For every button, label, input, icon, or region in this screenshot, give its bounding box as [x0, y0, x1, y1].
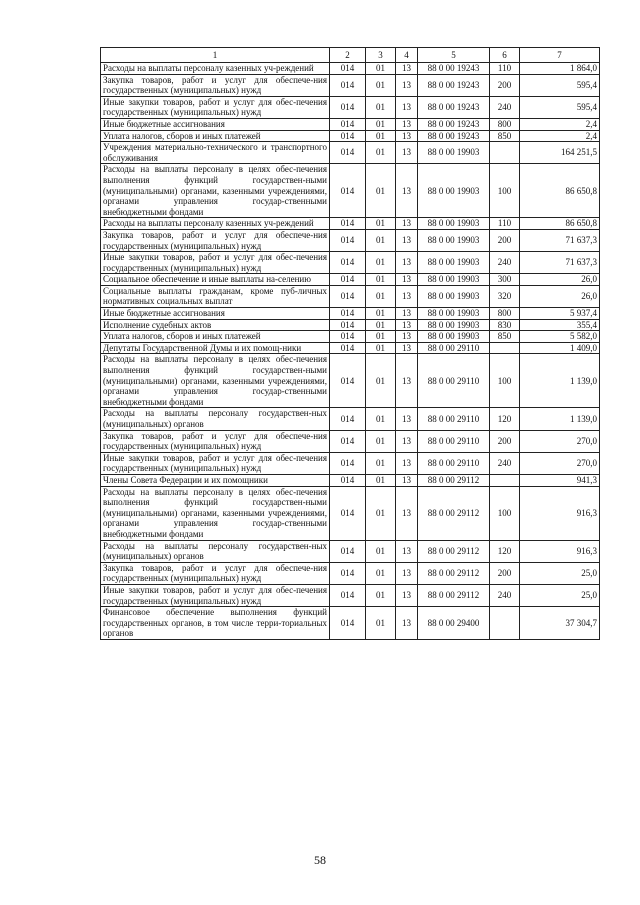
- page-number: 58: [314, 853, 326, 867]
- table-row: [101, 252, 600, 274]
- cell-subsection-code: 13: [396, 354, 418, 408]
- cell-section-code: 01: [366, 63, 396, 75]
- cell-expense-type: 240: [490, 584, 520, 606]
- cell-amount: 916,3: [520, 540, 600, 562]
- cell-subsection-code: 13: [396, 408, 418, 430]
- cell-ministry-code: 014: [330, 430, 366, 452]
- cell-section-code: 01: [366, 285, 396, 307]
- cell-ministry-code: 014: [330, 354, 366, 408]
- cell-section-code: 01: [366, 607, 396, 640]
- cell-name: Расходы на выплаты персоналу государствен-ных (муниципальных) органов: [101, 408, 330, 430]
- table-row: [101, 142, 600, 164]
- cell-name: Финансовое обеспечение выполнения функций государственных органов, в том числе терри-ториальных органов: [101, 607, 330, 640]
- cell-ministry-code: 014: [330, 118, 366, 130]
- cell-target-article: 88 0 00 29112: [418, 486, 490, 540]
- cell-target-article: 88 0 00 19903: [418, 218, 490, 230]
- cell-amount: 2,4: [520, 130, 600, 142]
- cell-section-code: 01: [366, 430, 396, 452]
- cell-name: Иные закупки товаров, работ и услуг для обес-печения государственных (муниципальных) нужд: [101, 96, 330, 118]
- cell-target-article: 88 0 00 19903: [418, 252, 490, 274]
- cell-name: Исполнение судебных актов: [101, 319, 330, 331]
- cell-name: Расходы на выплаты персоналу государствен-ных (муниципальных) органов: [101, 540, 330, 562]
- cell-amount: 164 251,5: [520, 142, 600, 164]
- cell-name: Члены Совета Федерации и их помощники: [101, 474, 330, 486]
- cell-amount: 941,3: [520, 474, 600, 486]
- cell-subsection-code: 13: [396, 308, 418, 320]
- table-row: [101, 354, 600, 408]
- cell-name: Расходы на выплаты персоналу казенных уч-реждений: [101, 63, 330, 75]
- cell-amount: 1 409,0: [520, 342, 600, 354]
- column-header-7: 7: [520, 48, 600, 63]
- cell-target-article: 88 0 00 19903: [418, 308, 490, 320]
- cell-section-code: 01: [366, 142, 396, 164]
- table-row: [101, 452, 600, 474]
- cell-section-code: 01: [366, 331, 396, 343]
- column-header-5: 5: [418, 48, 490, 63]
- document-page: [100, 47, 599, 640]
- cell-expense-type: 850: [490, 331, 520, 343]
- cell-target-article: 88 0 00 29112: [418, 562, 490, 584]
- cell-amount: 355,4: [520, 319, 600, 331]
- cell-expense-type: 100: [490, 486, 520, 540]
- cell-name: Социальные выплаты гражданам, кроме пуб-личных нормативных социальных выплат: [101, 285, 330, 307]
- table-row: [101, 308, 600, 320]
- cell-subsection-code: 13: [396, 584, 418, 606]
- cell-section-code: 01: [366, 354, 396, 408]
- cell-subsection-code: 13: [396, 331, 418, 343]
- cell-expense-type: 100: [490, 354, 520, 408]
- cell-target-article: 88 0 00 19243: [418, 63, 490, 75]
- cell-section-code: 01: [366, 229, 396, 251]
- cell-subsection-code: 13: [396, 63, 418, 75]
- cell-expense-type: 850: [490, 130, 520, 142]
- cell-name: Социальное обеспечение и иные выплаты на-селению: [101, 274, 330, 286]
- cell-section-code: 01: [366, 486, 396, 540]
- cell-target-article: 88 0 00 19903: [418, 164, 490, 218]
- cell-expense-type: [490, 142, 520, 164]
- cell-expense-type: 800: [490, 308, 520, 320]
- cell-name: Закупка товаров, работ и услуг для обеспече-ния государственных (муниципальных) нужд: [101, 74, 330, 96]
- cell-ministry-code: 014: [330, 274, 366, 286]
- cell-amount: 270,0: [520, 452, 600, 474]
- cell-name: Депутаты Государственной Думы и их помощ-ники: [101, 342, 330, 354]
- cell-target-article: 88 0 00 19903: [418, 274, 490, 286]
- cell-amount: 1 864,0: [520, 63, 600, 75]
- cell-target-article: 88 0 00 29110: [418, 342, 490, 354]
- table-row: [101, 342, 600, 354]
- cell-ministry-code: 014: [330, 164, 366, 218]
- cell-target-article: 88 0 00 29112: [418, 540, 490, 562]
- cell-amount: 5 582,0: [520, 331, 600, 343]
- cell-target-article: 88 0 00 19243: [418, 74, 490, 96]
- cell-amount: 86 650,8: [520, 164, 600, 218]
- cell-name: Иные закупки товаров, работ и услуг для обес-печения государственных (муниципальных) нужд: [101, 452, 330, 474]
- table-row: [101, 474, 600, 486]
- cell-target-article: 88 0 00 29110: [418, 354, 490, 408]
- cell-name: Расходы на выплаты персоналу в целях обес-печения выполнения функций государствен-ными (муниципальными) органами, казенными учреждениями, органами управления государ-ственными внебюджетными фондами: [101, 486, 330, 540]
- cell-section-code: 01: [366, 452, 396, 474]
- cell-target-article: 88 0 00 19243: [418, 118, 490, 130]
- cell-amount: 26,0: [520, 285, 600, 307]
- cell-subsection-code: 13: [396, 486, 418, 540]
- cell-section-code: 01: [366, 164, 396, 218]
- cell-target-article: 88 0 00 29110: [418, 452, 490, 474]
- cell-ministry-code: 014: [330, 142, 366, 164]
- cell-expense-type: 200: [490, 74, 520, 96]
- cell-amount: 1 139,0: [520, 354, 600, 408]
- cell-ministry-code: 014: [330, 130, 366, 142]
- column-header-6: 6: [490, 48, 520, 63]
- cell-section-code: 01: [366, 308, 396, 320]
- cell-subsection-code: 13: [396, 142, 418, 164]
- cell-subsection-code: 13: [396, 218, 418, 230]
- cell-ministry-code: 014: [330, 540, 366, 562]
- cell-amount: 26,0: [520, 274, 600, 286]
- cell-target-article: 88 0 00 19903: [418, 229, 490, 251]
- cell-amount: 25,0: [520, 584, 600, 606]
- table-row: [101, 607, 600, 640]
- table-row: [101, 96, 600, 118]
- cell-subsection-code: 13: [396, 562, 418, 584]
- cell-ministry-code: 014: [330, 607, 366, 640]
- cell-subsection-code: 13: [396, 540, 418, 562]
- cell-amount: 37 304,7: [520, 607, 600, 640]
- cell-name: Расходы на выплаты персоналу в целях обес-печения выполнения функций государствен-ными (муниципальными) органами, казенными учреждениями, органами управления государ-ственными внебюджетными фондами: [101, 164, 330, 218]
- cell-subsection-code: 13: [396, 74, 418, 96]
- cell-subsection-code: 13: [396, 274, 418, 286]
- cell-section-code: 01: [366, 274, 396, 286]
- cell-section-code: 01: [366, 96, 396, 118]
- cell-subsection-code: 13: [396, 118, 418, 130]
- table-row: [101, 285, 600, 307]
- cell-target-article: 88 0 00 29112: [418, 474, 490, 486]
- cell-section-code: 01: [366, 474, 396, 486]
- cell-expense-type: 200: [490, 562, 520, 584]
- cell-ministry-code: 014: [330, 252, 366, 274]
- cell-subsection-code: 13: [396, 430, 418, 452]
- cell-expense-type: [490, 474, 520, 486]
- cell-expense-type: [490, 342, 520, 354]
- cell-expense-type: 120: [490, 408, 520, 430]
- cell-target-article: 88 0 00 19243: [418, 96, 490, 118]
- table-row: [101, 486, 600, 540]
- cell-expense-type: 240: [490, 452, 520, 474]
- cell-ministry-code: 014: [330, 331, 366, 343]
- cell-amount: 1 139,0: [520, 408, 600, 430]
- cell-name: Закупка товаров, работ и услуг для обеспече-ния государственных (муниципальных) нужд: [101, 430, 330, 452]
- cell-name: Уплата налогов, сборов и иных платежей: [101, 130, 330, 142]
- cell-amount: 916,3: [520, 486, 600, 540]
- cell-name: Иные бюджетные ассигнования: [101, 308, 330, 320]
- column-header-1: 1: [101, 48, 330, 63]
- cell-expense-type: 320: [490, 285, 520, 307]
- cell-ministry-code: 014: [330, 74, 366, 96]
- table-row: [101, 408, 600, 430]
- cell-expense-type: 240: [490, 252, 520, 274]
- table-header: [101, 48, 600, 63]
- cell-amount: 86 650,8: [520, 218, 600, 230]
- table-row: [101, 130, 600, 142]
- cell-section-code: 01: [366, 118, 396, 130]
- cell-ministry-code: 014: [330, 96, 366, 118]
- cell-subsection-code: 13: [396, 474, 418, 486]
- cell-section-code: 01: [366, 408, 396, 430]
- cell-ministry-code: 014: [330, 308, 366, 320]
- cell-amount: 25,0: [520, 562, 600, 584]
- cell-target-article: 88 0 00 29110: [418, 408, 490, 430]
- cell-subsection-code: 13: [396, 252, 418, 274]
- cell-expense-type: 240: [490, 96, 520, 118]
- cell-subsection-code: 13: [396, 285, 418, 307]
- cell-name: Иные закупки товаров, работ и услуг для обес-печения государственных (муниципальных) нужд: [101, 584, 330, 606]
- cell-ministry-code: 014: [330, 584, 366, 606]
- cell-ministry-code: 014: [330, 562, 366, 584]
- cell-ministry-code: 014: [330, 63, 366, 75]
- header-row: [101, 48, 600, 63]
- cell-name: Иные бюджетные ассигнования: [101, 118, 330, 130]
- table-row: [101, 540, 600, 562]
- cell-section-code: 01: [366, 218, 396, 230]
- table-row: [101, 74, 600, 96]
- cell-target-article: 88 0 00 19903: [418, 285, 490, 307]
- cell-subsection-code: 13: [396, 342, 418, 354]
- cell-section-code: 01: [366, 319, 396, 331]
- cell-amount: 71 637,3: [520, 252, 600, 274]
- cell-subsection-code: 13: [396, 452, 418, 474]
- table-body: [101, 63, 600, 640]
- cell-expense-type: 200: [490, 229, 520, 251]
- cell-amount: 595,4: [520, 74, 600, 96]
- cell-expense-type: 110: [490, 218, 520, 230]
- cell-ministry-code: 014: [330, 452, 366, 474]
- cell-ministry-code: 014: [330, 218, 366, 230]
- column-header-2: 2: [330, 48, 366, 63]
- cell-amount: 2,4: [520, 118, 600, 130]
- table-row: [101, 229, 600, 251]
- cell-subsection-code: 13: [396, 229, 418, 251]
- cell-section-code: 01: [366, 342, 396, 354]
- cell-section-code: 01: [366, 562, 396, 584]
- cell-subsection-code: 13: [396, 607, 418, 640]
- table-row: [101, 63, 600, 75]
- cell-name: Учреждения материально-технического и транспортного обслуживания: [101, 142, 330, 164]
- column-header-3: 3: [366, 48, 396, 63]
- cell-ministry-code: 014: [330, 342, 366, 354]
- cell-expense-type: 100: [490, 164, 520, 218]
- cell-target-article: 88 0 00 19903: [418, 142, 490, 164]
- cell-section-code: 01: [366, 540, 396, 562]
- table-row: [101, 218, 600, 230]
- cell-expense-type: 830: [490, 319, 520, 331]
- cell-amount: 5 937,4: [520, 308, 600, 320]
- cell-target-article: 88 0 00 29400: [418, 607, 490, 640]
- cell-target-article: 88 0 00 19903: [418, 331, 490, 343]
- cell-target-article: 88 0 00 19903: [418, 319, 490, 331]
- table-row: [101, 274, 600, 286]
- table-row: [101, 430, 600, 452]
- cell-amount: 595,4: [520, 96, 600, 118]
- cell-target-article: 88 0 00 29110: [418, 430, 490, 452]
- cell-expense-type: 200: [490, 430, 520, 452]
- cell-name: Иные закупки товаров, работ и услуг для обес-печения государственных (муниципальных) нужд: [101, 252, 330, 274]
- cell-name: Уплата налогов, сборов и иных платежей: [101, 331, 330, 343]
- cell-target-article: 88 0 00 19243: [418, 130, 490, 142]
- cell-amount: 270,0: [520, 430, 600, 452]
- cell-ministry-code: 014: [330, 229, 366, 251]
- table-row: [101, 562, 600, 584]
- cell-subsection-code: 13: [396, 96, 418, 118]
- cell-subsection-code: 13: [396, 130, 418, 142]
- budget-table: [100, 47, 600, 640]
- table-row: [101, 164, 600, 218]
- cell-name: Закупка товаров, работ и услуг для обеспече-ния государственных (муниципальных) нужд: [101, 562, 330, 584]
- table-row: [101, 331, 600, 343]
- cell-expense-type: 110: [490, 63, 520, 75]
- cell-expense-type: 120: [490, 540, 520, 562]
- cell-ministry-code: 014: [330, 408, 366, 430]
- table-row: [101, 319, 600, 331]
- cell-section-code: 01: [366, 74, 396, 96]
- table-row: [101, 118, 600, 130]
- cell-subsection-code: 13: [396, 319, 418, 331]
- cell-name: Расходы на выплаты персоналу казенных уч-реждений: [101, 218, 330, 230]
- cell-ministry-code: 014: [330, 474, 366, 486]
- cell-ministry-code: 014: [330, 486, 366, 540]
- cell-ministry-code: 014: [330, 285, 366, 307]
- cell-subsection-code: 13: [396, 164, 418, 218]
- table-row: [101, 584, 600, 606]
- cell-section-code: 01: [366, 130, 396, 142]
- cell-amount: 71 637,3: [520, 229, 600, 251]
- cell-section-code: 01: [366, 252, 396, 274]
- cell-ministry-code: 014: [330, 319, 366, 331]
- cell-name: Расходы на выплаты персоналу в целях обес-печения выполнения функций государствен-ными (муниципальными) органами, казенными учреждениями, органами управления государ-ственными внебюджетными фондами: [101, 354, 330, 408]
- cell-expense-type: [490, 607, 520, 640]
- column-header-4: 4: [396, 48, 418, 63]
- cell-target-article: 88 0 00 29112: [418, 584, 490, 606]
- cell-expense-type: 800: [490, 118, 520, 130]
- cell-section-code: 01: [366, 584, 396, 606]
- cell-expense-type: 300: [490, 274, 520, 286]
- cell-name: Закупка товаров, работ и услуг для обеспече-ния государственных (муниципальных) нужд: [101, 229, 330, 251]
